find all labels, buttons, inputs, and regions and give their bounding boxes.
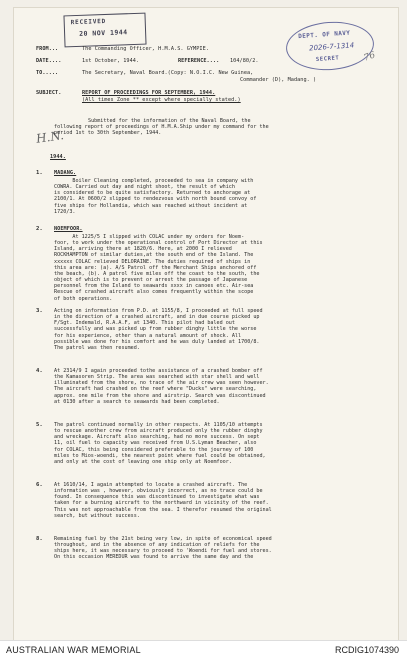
pencil-annotation-initials: H.N. [35, 128, 65, 146]
to-label: TO..... [36, 70, 59, 76]
item-line: This was not approachable from the sea. I therefor resumed the original [54, 506, 272, 513]
item-line: illuminated from the shore, no trace of the air crew was seen however. [54, 380, 269, 387]
received-stamp-title: RECEIVED [70, 17, 107, 27]
archive-reference: RCDIG1074390 [334, 645, 399, 655]
item-line: ships here, it was necessary to proceed to 'Woendi for fuel and stores. [54, 548, 272, 555]
item-heading: MADANG. [54, 170, 77, 176]
item-line: approx. one mile from the shore and airstrip. Search was discontinued [54, 392, 266, 399]
pencil-annotation-right: 76 [362, 50, 377, 64]
item-line: At 1610/14, I again attempted to locate a crashed aircraft. The [54, 482, 248, 488]
reference-label: REFERENCE.... [178, 58, 220, 64]
item-line: Acting on information from P.D. at 1155/8, I proceeded at full speed [54, 308, 263, 314]
item-line: information was , however, obviously incorrect, as no trace could be [54, 488, 263, 495]
subject-label: SUBJECT. [36, 90, 62, 96]
item-line: is considered to be quite satisfactory. Returned to anchorage at [54, 190, 251, 197]
item-line: for his experience, other than a natural amount of shock. All [54, 332, 242, 339]
item-line: COWRA. Carried out day and night shoot, the result of which [54, 184, 235, 191]
item-number: 2. [36, 226, 43, 232]
item-body [54, 482, 272, 519]
item-line: object of which is to prevent or arrest the passage of Japanese [54, 277, 248, 284]
item-line: miles to Mios-woendi, the nearest point where fuel could be obtained, [54, 452, 266, 459]
date-label: DATE.... [36, 58, 62, 64]
item-line: 11, oil fuel to capacity was received from U.S.Lyman Beacher, also [54, 440, 257, 447]
item-number: 4. [36, 368, 43, 374]
item-line: The patrol continued normally in other respects. At 1105/10 attempts [54, 422, 263, 428]
item-line: personnel from the Island to seawards xxxx in canoes etc. Air-sea [54, 283, 254, 290]
to-value-copy: Commander (D), Madang. ) [240, 77, 317, 83]
item-body [54, 368, 269, 405]
item-line: 2100/1. At 0600/2 slipped to rendezvous with north bound convoy of [54, 196, 257, 203]
item-line: possible was done for his comfort and he was duly landed at 1700/8. [54, 338, 260, 345]
item-line: Rescue of crashed aircraft also comes frequently within the scope [54, 289, 254, 296]
item-body [54, 178, 256, 215]
item-line: foor, to work under the operational control of Port Director at this [54, 240, 263, 247]
navy-dept-stamp [284, 19, 375, 73]
date-value: 1st October, 1944. [82, 58, 140, 64]
intro-line: following report of proceedings of H.M.A.Ship under my command for the [54, 124, 269, 131]
item-line: to rescue another crew from aircraft produced only the rubber dinghy [54, 428, 263, 435]
intro-paragraph [54, 118, 269, 136]
item-line: ROCKHAMPTON of similar duties,at the south end of the Island. The [54, 252, 254, 259]
item-line: 1720/3. [54, 208, 76, 215]
navy-stamp-title: DEPT. OF NAVY [298, 29, 351, 41]
from-label: FROM... [36, 46, 59, 52]
to-value: The Secretary, Naval Board.(Copy: N.O.I.C. New Guinea, [82, 70, 254, 76]
item-line: at 0130 after a search to seawards had been completed. [54, 398, 220, 405]
from-value: The Commanding Officer, H.M.A.S. GYMPIE. [82, 46, 209, 52]
subject-note: (All times Zone ** except where specially stated.) [82, 97, 241, 103]
intro-line: Submitted for the information of the Naval Board, the [88, 118, 251, 124]
navy-stamp-classification: SECRET [315, 55, 340, 64]
item-body [54, 536, 272, 561]
item-number: 1. [36, 170, 43, 176]
item-line: Remaining fuel by the 21st being very low, in spite of economical speed [54, 536, 272, 542]
item-line: successfully and was picked up from rubber dinghy little the worse [54, 326, 257, 333]
item-line: five ships for Hollandia, which was reached without incident at [54, 202, 248, 209]
item-line: Island, arriving there at 1820/6. Here, at 2000 I relieved [54, 246, 232, 253]
item-line: taken for a burning aircraft to the northward in vicinity of the reef. [54, 500, 269, 507]
item-line: On this occasion MEREDUR was found to arrive the same day and the [54, 554, 254, 561]
item-line: xxxxxx COLAC relieved DELORAINE. The duties required of ships in [54, 258, 251, 265]
document-page [14, 8, 398, 640]
item-line: At 1225/5 I slipped with COLAC under my orders for Noem- [54, 234, 245, 240]
navy-stamp-number: 2026-7-1314 [308, 41, 355, 53]
item-heading: NOEMFOOR. [54, 226, 83, 232]
item-number: 3. [36, 308, 43, 314]
item-line: and only at the cost of leaving one ship only at Noemfoor. [54, 458, 232, 465]
item-number: 6. [36, 482, 43, 488]
subject-value: REPORT OF PROCEEDINGS FOR SEPTEMBER, 1944. [82, 90, 216, 96]
item-line: At 2314/9 I again proceeded tothe assistance of a crashed bomber off [54, 368, 263, 374]
item-number: 5. [36, 422, 43, 428]
item-line: throughout, and in the absence of any indication of reliefs for the [54, 542, 260, 549]
item-line: The patrol was then resumed. [54, 344, 140, 351]
received-stamp [63, 13, 146, 48]
footer-divider [0, 640, 407, 641]
item-line: for COLAC, this being considered preferable to the journey of 100 [54, 446, 254, 453]
intro-line: period 1st to 30th September, 1944. [54, 130, 162, 137]
item-line: found. In consequence this was discontinued to investigate what was [54, 494, 260, 501]
received-stamp-date: 20 NOV 1944 [78, 28, 128, 38]
item-line: the Kamasoren Strip. The area was searched with star shell and well [54, 374, 260, 381]
archive-name: AUSTRALIAN WAR MEMORIAL [6, 645, 141, 655]
item-body [54, 422, 266, 465]
item-line: this area are: (a). A/S Patrol off the Merchant Ships anchored off [54, 264, 257, 271]
item-number: 8. [36, 536, 43, 542]
item-line: F/Sgt. Indemald, R.A.A.F, at 1340. This pilot had baled out [54, 320, 235, 327]
item-line: search, but without success. [54, 512, 140, 519]
item-line: of both operations. [54, 295, 113, 302]
item-line: the beach, (b). A patrol five miles off the coast to the south, the [54, 270, 260, 277]
item-line: The aircraft had crashed on the reef where "Ducks" were searching, [54, 386, 257, 393]
item-line: in the direction of a crashed aircraft, and in due course picked up [54, 314, 260, 321]
item-body [54, 308, 263, 351]
reference-value: 104/80/2. [230, 58, 259, 64]
item-line: and wreckage. Aircraft also searching, had no more success. On sept [54, 434, 260, 441]
item-body [54, 234, 263, 302]
item-line: Boiler Cleaning completed, proceeded to sea in company with [54, 178, 254, 184]
year-heading: 1944. [50, 154, 66, 160]
